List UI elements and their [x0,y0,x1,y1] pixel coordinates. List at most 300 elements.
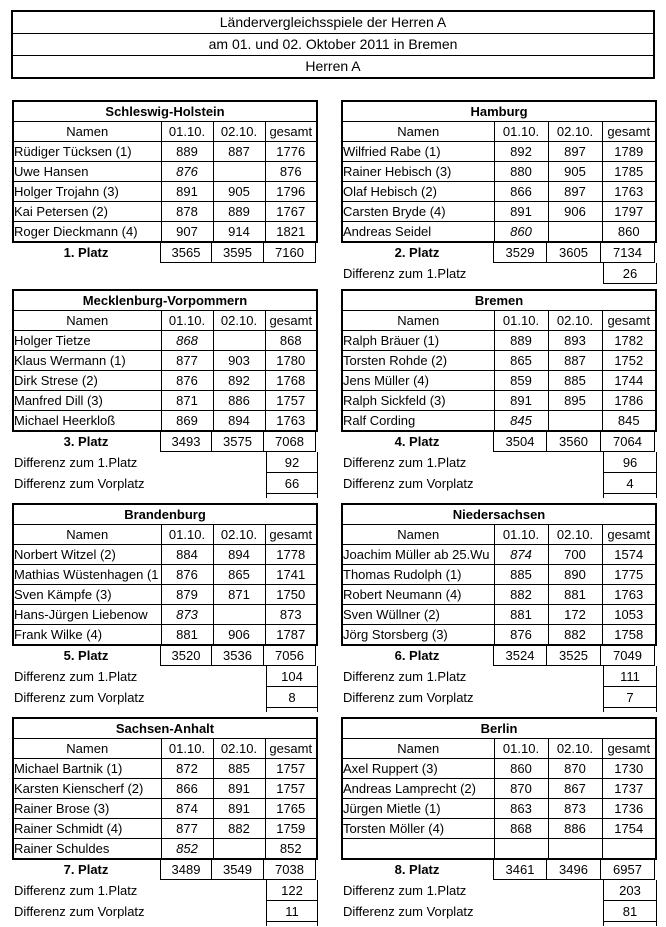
player-total: 1767 [265,202,317,222]
team-total-gesamt: 7134 [601,243,655,263]
diff-first-label: Differenz zum 1.Platz [343,883,467,898]
column-header-day1: 01.10. [494,122,548,142]
team-title-row [342,290,656,311]
team-rank-label: 8. Platz [394,862,440,877]
player-score-day1: 891 [494,202,548,222]
player-score-day2: 882 [213,819,265,839]
player-total: 1775 [602,565,656,585]
player-name: Ralph Sickfeld (3) [342,391,494,411]
column-stub [603,708,657,712]
team-table [341,503,657,646]
player-name [342,839,494,860]
team-rank-row [12,432,318,452]
team-block [12,289,318,498]
diff-prev-row [12,901,318,922]
team-total-day1: 3493 [160,432,212,452]
player-row [13,182,317,202]
column-header-row [342,525,656,545]
player-total: 1757 [265,779,317,799]
column-header-gesamt: gesamt [265,311,317,331]
team-table [12,100,318,243]
player-total: 873 [265,605,317,625]
column-stub [266,922,318,926]
diff-prev-label: Differenz zum Vorplatz [343,690,474,705]
player-score-day2: 905 [548,162,602,182]
player-score-day1: 876 [161,162,213,182]
player-total: 845 [602,411,656,432]
player-score-day2: 885 [213,759,265,779]
column-header-day2: 02.10. [213,122,265,142]
player-total: 1778 [265,545,317,565]
player-score-day1: 874 [161,799,213,819]
column-header-day1: 01.10. [161,739,213,759]
team-total-gesamt: 6957 [601,860,655,880]
player-score-day2: 893 [548,331,602,351]
team-rank-label: 6. Platz [394,648,440,663]
team-rank-row [12,646,318,666]
team-table [12,717,318,860]
diff-prev-label: Differenz zum Vorplatz [14,904,145,919]
player-name: Uwe Hansen [13,162,161,182]
document-category: Herren A [13,55,653,77]
player-name: Axel Ruppert (3) [342,759,494,779]
column-header-day2: 02.10. [548,122,602,142]
player-name: Klaus Wermann (1) [13,351,161,371]
column-header-row [13,122,317,142]
player-total: 1787 [265,625,317,646]
player-row [13,202,317,222]
diff-first-row [12,452,318,473]
player-total: 1757 [265,759,317,779]
column-stub [603,922,657,926]
player-score-day1: 860 [494,759,548,779]
column-header-day2: 02.10. [213,525,265,545]
player-score-day1: 876 [161,565,213,585]
player-score-day1: 868 [494,819,548,839]
player-score-day1: 877 [161,819,213,839]
player-total: 1763 [602,182,656,202]
player-score-day1: 881 [161,625,213,646]
diff-first-value: 26 [603,263,657,284]
team-rank-row [12,243,318,263]
column-stub [266,494,318,498]
team-title-row [13,718,317,739]
diff-first-value: 122 [266,880,318,901]
player-name: Torsten Möller (4) [342,819,494,839]
player-score-day1: 880 [494,162,548,182]
player-row [13,142,317,162]
column-header-namen: Namen [13,525,161,545]
column-header-day1: 01.10. [161,311,213,331]
player-name: Sven Kämpfe (3) [13,585,161,605]
diff-prev-value: 4 [603,473,657,494]
player-score-day1: 869 [161,411,213,432]
diff-first-label: Differenz zum 1.Platz [343,669,467,684]
player-total: 1754 [602,819,656,839]
diff-first-label: Differenz zum 1.Platz [14,883,138,898]
player-name: Ralph Bräuer (1) [342,331,494,351]
player-row [342,142,656,162]
player-row [342,545,656,565]
team-total-gesamt: 7049 [601,646,655,666]
player-total: 1752 [602,351,656,371]
team-total-day1: 3524 [493,646,547,666]
diff-first-row [12,880,318,901]
player-score-day1: 889 [494,331,548,351]
team-total-day2: 3496 [547,860,601,880]
player-score-day2: 906 [213,625,265,646]
player-name: Rainer Brose (3) [13,799,161,819]
player-total: 1776 [265,142,317,162]
column-header-gesamt: gesamt [602,311,656,331]
player-name: Rainer Hebisch (3) [342,162,494,182]
player-row [342,565,656,585]
player-score-day1: 879 [161,585,213,605]
team-table [341,100,657,243]
team-total-day2: 3536 [212,646,264,666]
player-row [342,182,656,202]
player-row [13,545,317,565]
team-name: Sachsen-Anhalt [13,718,317,739]
player-score-day1: 872 [161,759,213,779]
diff-prev-row [341,473,657,494]
player-total: 1730 [602,759,656,779]
column-header-namen: Namen [342,311,494,331]
player-score-day2: 885 [548,371,602,391]
team-title-row [13,504,317,525]
player-row [342,625,656,646]
column-header-namen: Namen [13,739,161,759]
column-stub [603,494,657,498]
player-row [342,759,656,779]
player-score-day2: 897 [548,182,602,202]
player-score-day2 [213,162,265,182]
team-total-day1: 3504 [493,432,547,452]
player-name: Holger Tietze [13,331,161,351]
player-score-day2: 895 [548,391,602,411]
player-name: Robert Neumann (4) [342,585,494,605]
player-name: Wilfried Rabe (1) [342,142,494,162]
player-score-day2: 886 [213,391,265,411]
player-score-day1: 870 [494,779,548,799]
player-name: Roger Dieckmann (4) [13,222,161,243]
document-subtitle: am 01. und 02. Oktober 2011 in Bremen [13,33,653,55]
column-header-gesamt: gesamt [265,525,317,545]
team-name: Berlin [342,718,656,739]
player-name: Hans-Jürgen Liebenow [13,605,161,625]
diff-prev-row [341,901,657,922]
diff-first-value: 96 [603,452,657,473]
player-total: 860 [602,222,656,243]
player-row [342,779,656,799]
player-row [13,605,317,625]
player-row [13,839,317,860]
player-row [342,351,656,371]
column-header-namen: Namen [342,122,494,142]
player-score-day2 [213,331,265,351]
diff-first-value: 111 [603,666,657,687]
column-header-namen: Namen [342,739,494,759]
player-total: 1782 [602,331,656,351]
player-score-day1: 877 [161,351,213,371]
team-rank-label: 4. Platz [394,434,440,449]
player-score-day1: 881 [494,605,548,625]
player-row [13,759,317,779]
column-header-namen: Namen [342,525,494,545]
player-score-day1: 907 [161,222,213,243]
player-name: Rainer Schuldes [13,839,161,860]
diff-first-label: Differenz zum 1.Platz [14,455,138,470]
team-table [12,503,318,646]
player-row [13,351,317,371]
player-total: 1574 [602,545,656,565]
player-score-day2: 906 [548,202,602,222]
player-score-day2 [213,605,265,625]
team-block [341,503,657,712]
column-header-row [342,739,656,759]
player-score-day1: 866 [161,779,213,799]
team-rank-label: 2. Platz [394,245,440,260]
team-name: Mecklenburg-Vorpommern [13,290,317,311]
player-row [13,222,317,243]
player-score-day2: 892 [213,371,265,391]
player-name: Kai Petersen (2) [13,202,161,222]
player-name: Sven Wüllner (2) [342,605,494,625]
team-total-day1: 3565 [160,243,212,263]
player-score-day2: 914 [213,222,265,243]
player-score-day2 [548,222,602,243]
player-score-day1: 878 [161,202,213,222]
player-score-day1: 876 [161,371,213,391]
player-row [13,162,317,182]
player-row [13,819,317,839]
player-score-day2: 887 [548,351,602,371]
player-score-day2: 172 [548,605,602,625]
column-header-row [13,739,317,759]
player-score-day2: 905 [213,182,265,202]
column-header-namen: Namen [13,122,161,142]
diff-first-row [341,263,657,284]
diff-prev-value: 7 [603,687,657,708]
player-row [342,819,656,839]
document-title: Ländervergleichsspiele der Herren A [219,14,447,30]
diff-prev-label: Differenz zum Vorplatz [14,690,145,705]
player-total: 1785 [602,162,656,182]
player-total: 1759 [265,819,317,839]
diff-first-row [341,666,657,687]
player-row [13,625,317,646]
player-name: Torsten Rohde (2) [342,351,494,371]
player-score-day1: 860 [494,222,548,243]
team-title-row [342,101,656,122]
team-rank-label: 1. Platz [63,245,109,260]
column-header-day1: 01.10. [161,122,213,142]
player-total: 1765 [265,799,317,819]
team-rank-row [341,432,657,452]
team-block [12,100,318,263]
diff-prev-row [341,687,657,708]
team-rank-row [341,646,657,666]
player-name: Thomas Rudolph (1) [342,565,494,585]
player-row [13,391,317,411]
player-name: Jürgen Mietle (1) [342,799,494,819]
player-name: Andreas Seidel [342,222,494,243]
player-score-day1: 859 [494,371,548,391]
column-header-row [13,311,317,331]
team-total-day2: 3560 [547,432,601,452]
player-name: Dirk Strese (2) [13,371,161,391]
team-title-row [342,718,656,739]
player-total: 868 [265,331,317,351]
team-total-day1: 3520 [160,646,212,666]
column-header-row [342,122,656,142]
team-total-day1: 3461 [493,860,547,880]
player-total: 1757 [265,391,317,411]
team-total-day2: 3525 [547,646,601,666]
player-total: 852 [265,839,317,860]
player-name: Norbert Witzel (2) [13,545,161,565]
team-rank-row [12,860,318,880]
diff-prev-row [12,687,318,708]
player-score-day2: 887 [213,142,265,162]
player-row [342,411,656,432]
player-name: Olaf Hebisch (2) [342,182,494,202]
player-row [342,162,656,182]
player-row [342,839,656,860]
team-title-row [342,504,656,525]
column-header-day1: 01.10. [161,525,213,545]
column-header-row [342,311,656,331]
player-row [13,799,317,819]
player-score-day1 [494,839,548,860]
player-row [13,779,317,799]
team-name: Brandenburg [13,504,317,525]
player-score-day2: 903 [213,351,265,371]
player-name: Rüdiger Tücksen (1) [13,142,161,162]
player-name: Mathias Wüstenhagen (1 [13,565,161,585]
player-score-day2: 894 [213,411,265,432]
player-total: 1796 [265,182,317,202]
team-rank-row [341,860,657,880]
player-score-day2: 890 [548,565,602,585]
player-score-day1: 876 [494,625,548,646]
team-rank-row [341,243,657,263]
column-stub [266,708,318,712]
player-total: 1797 [602,202,656,222]
player-score-day2: 891 [213,779,265,799]
team-total-gesamt: 7056 [264,646,316,666]
diff-prev-label: Differenz zum Vorplatz [14,476,145,491]
player-score-day1: 891 [494,391,548,411]
player-name: Andreas Lamprecht (2) [342,779,494,799]
player-row [342,371,656,391]
team-table [341,289,657,432]
team-name: Niedersachsen [342,504,656,525]
player-score-day1: 884 [161,545,213,565]
team-table [12,289,318,432]
column-header-gesamt: gesamt [602,122,656,142]
player-score-day2 [548,411,602,432]
team-name: Bremen [342,290,656,311]
player-score-day2: 881 [548,585,602,605]
player-name: Joachim Müller ab 25.Wu [342,545,494,565]
player-row [13,331,317,351]
player-row [13,411,317,432]
player-score-day1: 868 [161,331,213,351]
column-header-day1: 01.10. [494,739,548,759]
player-score-day2: 894 [213,545,265,565]
team-rank-label: 5. Platz [63,648,109,663]
team-total-day2: 3575 [212,432,264,452]
diff-first-row [12,666,318,687]
team-title-row [13,290,317,311]
player-score-day1: 865 [494,351,548,371]
player-name: Frank Wilke (4) [13,625,161,646]
player-score-day1: 871 [161,391,213,411]
player-score-day1: 863 [494,799,548,819]
document-header [11,10,655,79]
diff-first-value: 92 [266,452,318,473]
player-name: Manfred Dill (3) [13,391,161,411]
diff-prev-label: Differenz zum Vorplatz [343,904,474,919]
player-score-day2: 891 [213,799,265,819]
player-score-day1: 885 [494,565,548,585]
player-total [602,839,656,860]
team-total-gesamt: 7068 [264,432,316,452]
team-rank-label: 3. Platz [63,434,109,449]
diff-prev-value: 66 [266,473,318,494]
diff-prev-value: 81 [603,901,657,922]
player-score-day2 [213,839,265,860]
player-total: 1741 [265,565,317,585]
player-total: 876 [265,162,317,182]
player-score-day2: 871 [213,585,265,605]
column-header-day2: 02.10. [213,311,265,331]
team-block [341,100,657,284]
team-total-day2: 3595 [212,243,264,263]
diff-first-row [341,452,657,473]
player-score-day2: 889 [213,202,265,222]
team-name: Schleswig-Holstein [13,101,317,122]
player-score-day2: 897 [548,142,602,162]
player-total: 1736 [602,799,656,819]
player-total: 1053 [602,605,656,625]
player-score-day2: 700 [548,545,602,565]
player-row [342,799,656,819]
player-name: Holger Trojahn (3) [13,182,161,202]
player-total: 1789 [602,142,656,162]
column-header-day2: 02.10. [548,311,602,331]
diff-first-label: Differenz zum 1.Platz [343,266,467,281]
player-name: Ralf Cording [342,411,494,432]
team-title-row [13,101,317,122]
player-name: Karsten Kienscherf (2) [13,779,161,799]
column-header-day1: 01.10. [494,525,548,545]
diff-first-label: Differenz zum 1.Platz [14,669,138,684]
player-score-day2: 882 [548,625,602,646]
player-total: 1763 [265,411,317,432]
player-score-day2 [548,839,602,860]
player-row [342,222,656,243]
column-header-gesamt: gesamt [602,525,656,545]
diff-first-label: Differenz zum 1.Platz [343,455,467,470]
player-total: 1750 [265,585,317,605]
player-row [13,585,317,605]
player-score-day1: 874 [494,545,548,565]
team-total-day1: 3489 [160,860,212,880]
column-header-row [13,525,317,545]
column-header-day2: 02.10. [548,739,602,759]
